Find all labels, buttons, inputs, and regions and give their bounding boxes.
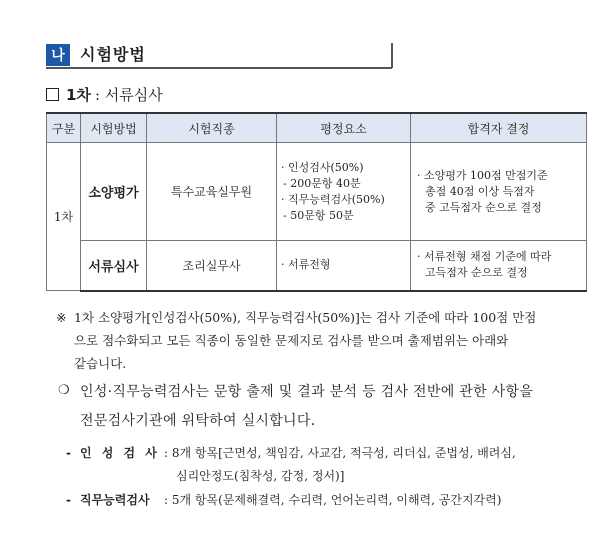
item-body-aptitude: : 5개 항목(문제해결력, 수리력, 언어논리력, 이해력, 공간지각력) xyxy=(164,493,502,507)
subsection-title xyxy=(46,84,163,105)
note-line-3: 같습니다. xyxy=(74,356,127,371)
element-line: · 인성검사(50%) xyxy=(281,160,364,174)
item-body-personality: : 8개 항목[근면성, 책임감, 사교감, 적극성, 리더십, 준법성, 배려심, xyxy=(164,446,516,460)
elements-cell xyxy=(277,143,411,241)
header-division: 구분 xyxy=(47,113,81,143)
table-row xyxy=(47,143,587,241)
method-cell: 서류심사 xyxy=(81,241,147,291)
result-line: 중 고득점자 순으로 결정 xyxy=(425,200,542,214)
subsection-title-rest: : 서류심사 xyxy=(94,86,163,104)
bullet-line-2: 전문검사기관에 위탁하여 실시합니다. xyxy=(80,413,316,429)
elements-cell xyxy=(277,241,411,291)
table-row xyxy=(47,241,587,291)
header-result: 합격자 결정 xyxy=(411,113,587,143)
element-line: - 200문항 40분 xyxy=(283,176,361,190)
section-underline xyxy=(46,67,392,69)
job-cell: 조리실무사 xyxy=(147,241,277,291)
note-line-2: 으로 점수화되고 모든 직종이 동일한 문제지로 검사를 받으며 출제범위는 아래와 xyxy=(74,333,509,348)
note-line-1: 1차 소양평가[인성검사(50%), 직무능력검사(50%)]는 검사 기준에 따라 100점 만점 xyxy=(74,310,537,325)
element-line: · 서류전형 xyxy=(281,258,331,272)
method-cell: 소양평가 xyxy=(81,143,147,241)
item-label-aptitude: 직무능력검사 xyxy=(80,493,150,507)
exam-method-table xyxy=(46,112,587,292)
result-cell xyxy=(411,241,587,291)
table-header-row xyxy=(47,113,587,143)
header-job: 시험직종 xyxy=(147,113,277,143)
item-dash: - xyxy=(66,493,71,507)
section-badge: 나 xyxy=(46,44,70,66)
result-cell xyxy=(411,143,587,241)
result-line: 고득점자 순으로 결정 xyxy=(425,266,528,280)
job-cell: 특수교육실무원 xyxy=(147,143,277,241)
item-dash: - xyxy=(66,446,71,460)
bullet-line-1: 인성·직무능력검사는 문항 출제 및 결과 분석 등 검사 전반에 관한 사항을 xyxy=(80,384,534,400)
stage-cell: 1차 xyxy=(47,143,81,291)
item-body-personality-cont: 심리안정도(침착성, 감정, 정서)] xyxy=(176,469,345,483)
subsection-title-bold: 1차 xyxy=(66,86,91,104)
element-line: · 직무능력검사(50%) xyxy=(281,192,385,206)
section-end-bar xyxy=(391,43,393,68)
header-elements: 평정요소 xyxy=(277,113,411,143)
section-title: 시험방법 xyxy=(80,45,146,64)
hollow-circle-bullet-icon: ❍ xyxy=(58,383,70,398)
result-line: · 소양평가 100점 만점기준 xyxy=(417,168,548,182)
note-mark: ※ xyxy=(56,310,67,325)
result-line: · 서류전형 채점 기준에 따라 xyxy=(417,250,552,264)
item-label-personality: 인 성 검 사 xyxy=(80,446,160,460)
element-line: - 50문항 50분 xyxy=(283,208,354,222)
checkbox-icon xyxy=(46,88,59,101)
header-method: 시험방법 xyxy=(81,113,147,143)
result-line: 총점 40점 이상 득점자 xyxy=(425,184,535,198)
